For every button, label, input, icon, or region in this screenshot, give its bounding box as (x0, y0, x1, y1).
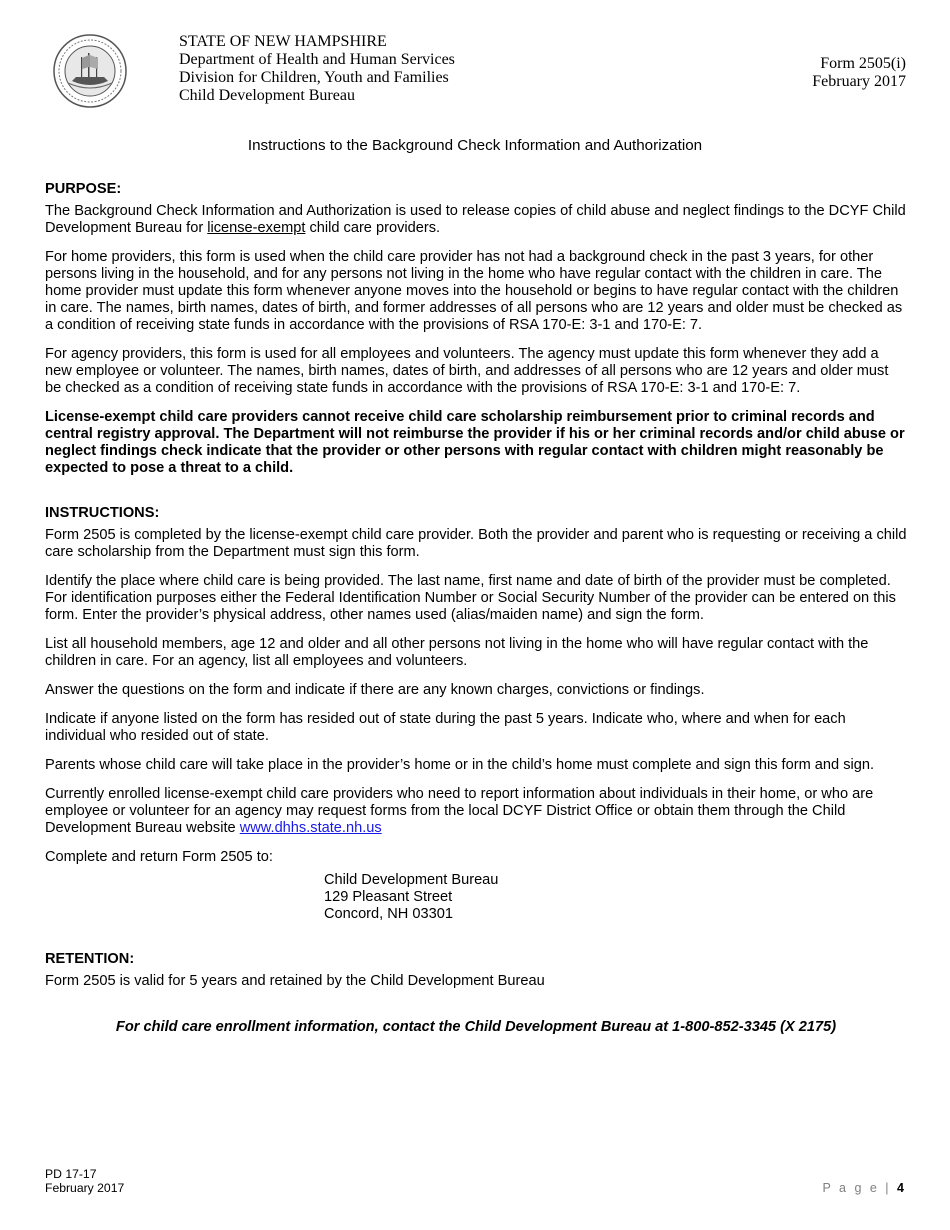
purpose-paragraph: For home providers, this form is used when the child care provider has not had a background check in the past 3 years, for other persons living in the household, and for any persons not living in the home who have regular contact with the children in care. The home provider must update this form whenever anyone moves into the household or begins to have regular contact with the children in care. The names, birth names, dates of birth, and former addresses of all persons who are 12 years and older must be checked as a condition of receiving state funds in accordance with the provisions of RSA 170-E: 3-1 and 170-E: 7. (45, 249, 903, 333)
form-number: Form 2505(i) (820, 55, 906, 72)
instructions-paragraph: Indicate if anyone listed on the form has resided out of state during the past 5 years. Indicate who, where and when for each individual who resided out of state. (45, 711, 846, 744)
instructions-heading: INSTRUCTIONS: (45, 505, 160, 521)
return-label: Complete and return Form 2505 to: (45, 849, 273, 865)
instructions-paragraph: Parents whose child care will take place in the provider’s home or in the child’s home must complete and sign this form and sign. (45, 757, 875, 773)
underlined-term: license-exempt (207, 220, 306, 236)
purpose-paragraph: For agency providers, this form is used for all employees and volunteers. The agency must update this form whenever they add a new employee or volunteer. The names, birth names, dates of birth, and addresses of all persons who are 12 years and older must be checked as a condition of receiving state funds in accordance with the provisions of RSA 170-E: 3-1 and 170-E: 7. (45, 346, 889, 396)
instructions-paragraph: Identify the place where child care is being provided. The last name, first name and date of birth of the provider must be completed. For identification purposes either the Federal Identification Number or Social Security Number of the provider can be entered on this form. Enter the provider’s physical address, other names used (alias/maiden name) and sign the form. (45, 573, 896, 623)
purpose-paragraph (45, 203, 907, 237)
instructions-paragraph: List all household members, age 12 and older and all other persons not living in the home who will have regular contact with the children in care. For an agency, list all employees and volunteers. (45, 636, 869, 669)
purpose-warning: License-exempt child care providers cannot receive child care scholarship reimbursement prior to criminal records and central registry approval. The Department will not reimburse the provider if his or her criminal records and/or child abuse or neglect findings check indicate that the provider or other persons with regular contact with children might reasonably be expected to pose a threat to a child. (45, 409, 905, 476)
text-run: The Background Check Information and Authorization is used to release copies of child abuse and neglect findings to the DCYF Child Development Bureau for (45, 203, 906, 236)
form-identifier (812, 55, 906, 91)
agency-line: Department of Health and Human Services (179, 51, 455, 68)
dhhs-website-link[interactable]: www.dhhs.state.nh.us (239, 820, 382, 836)
contact-note: For child care enrollment information, contact the Child Development Bureau at 1-800-852-3345 (X 2175) (115, 1019, 837, 1035)
footer-code (45, 1167, 124, 1195)
text-run: Currently enrolled license-exempt child care providers who need to report information about individuals in their home, or who are employee or volunteer for an agency may request forms from the local DCYF District Office or obtain them through the Child Development Bureau website (45, 786, 874, 836)
agency-line: Division for Children, Youth and Families (179, 69, 449, 86)
page-number (822, 1181, 904, 1195)
instructions-paragraph: Form 2505 is completed by the license-exempt child care provider. Both the provider and parent who is requesting or receiving a child care scholarship from the Department must sign this form. (45, 527, 907, 560)
document-body (45, 181, 907, 1048)
agency-line: Child Development Bureau (179, 87, 355, 104)
agency-line: STATE OF NEW HAMPSHIRE (179, 33, 387, 50)
page-title: Instructions to the Background Check Information and Authorization (247, 137, 703, 154)
address-line: 129 Pleasant Street (324, 889, 453, 905)
retention-paragraph: Form 2505 is valid for 5 years and retained by the Child Development Bureau (45, 973, 545, 989)
page-number-value: 4 (897, 1181, 904, 1195)
agency-header (179, 33, 455, 105)
footer-date: February 2017 (45, 1181, 125, 1195)
footer-form-code: PD 17-17 (45, 1167, 97, 1181)
retention-heading: RETENTION: (45, 951, 135, 967)
page-label: P a g e | (822, 1181, 892, 1195)
purpose-heading: PURPOSE: (45, 181, 122, 197)
state-seal-icon (52, 33, 128, 109)
instructions-paragraph (45, 786, 907, 837)
address-line: Concord, NH 03301 (324, 906, 453, 922)
text-run: child care providers. (305, 220, 441, 236)
mailing-address (324, 872, 907, 923)
form-date: February 2017 (812, 73, 906, 90)
instructions-paragraph: Answer the questions on the form and indicate if there are any known charges, convictions or findings. (45, 682, 705, 698)
address-line: Child Development Bureau (324, 872, 499, 888)
